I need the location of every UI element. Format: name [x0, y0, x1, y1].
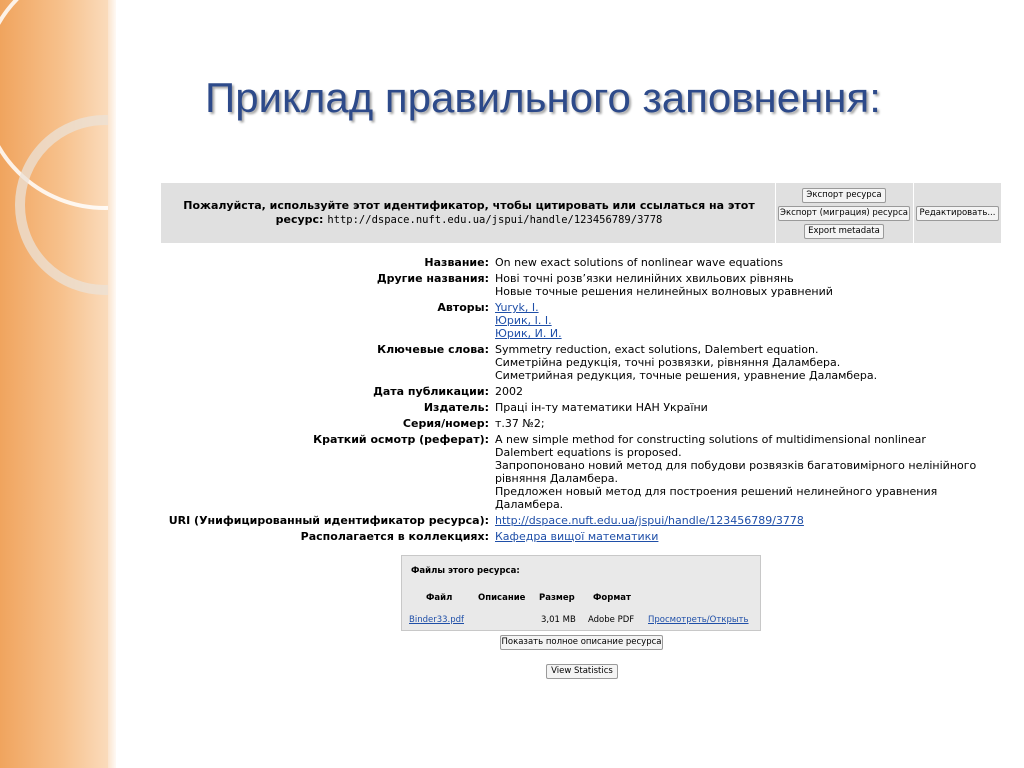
file-format: Adobe PDF [588, 615, 635, 625]
metadata-value [495, 301, 1006, 340]
value-line: Новые точные решения нелинейных волновых уравнений [495, 285, 833, 298]
format-column-header: Формат [593, 593, 631, 603]
metadata-value [495, 514, 1006, 527]
divider [775, 183, 776, 243]
value-line: рівняння Даламбера. [495, 472, 619, 485]
metadata-value [495, 256, 1006, 269]
value-line: Симетрийная редукция, точные решения, уравнение Даламбера. [495, 369, 878, 382]
metadata-row-authors [161, 301, 1006, 340]
value-line: Dalembert equations is proposed. [495, 446, 682, 459]
value-line: Симетрійна редукція, точні розвязки, рівняння Даламбера. [495, 356, 841, 369]
file-size: 3,01 MB [541, 615, 576, 625]
metadata-row-keywords [161, 343, 1006, 382]
value-line: 2002 [495, 385, 523, 398]
file-link[interactable]: Binder33.pdf [409, 615, 465, 625]
metadata-label: Серия/номер: [402, 417, 489, 430]
value-line: Symmetry reduction, exact solutions, Dalembert equation. [495, 343, 819, 356]
value-line: т.37 №2; [495, 417, 545, 430]
metadata-row-series [161, 417, 1006, 430]
metadata-label: URI (Унифицированный идентификатор ресурса): [168, 514, 489, 527]
citation-label: ресурс: [275, 213, 324, 226]
value-line: On new exact solutions of nonlinear wave equations [495, 256, 783, 269]
metadata-label: Название: [424, 256, 489, 269]
citation-panel [161, 183, 1001, 243]
metadata-label: Дата публикации: [373, 385, 489, 398]
metadata-row-other-titles [161, 272, 1006, 298]
metadata-label: Краткий осмотр (реферат): [313, 433, 489, 446]
value-line: A new simple method for constructing solutions of multidimensional nonlinear [495, 433, 926, 446]
metadata-row-uri [161, 514, 1006, 527]
view-open-link[interactable]: Просмотреть/Открыть [648, 615, 749, 625]
metadata-value [495, 385, 1006, 398]
export-resource-button[interactable]: Экспорт ресурса [802, 188, 886, 203]
slide-side-decoration [0, 0, 116, 768]
metadata-row-date [161, 385, 1006, 398]
metadata-value [495, 343, 1006, 382]
citation-line1: Пожалуйста, используйте этот идентификатор, чтобы цитировать или ссылаться на этот [183, 199, 755, 212]
metadata-row-title [161, 256, 1006, 269]
files-panel [401, 555, 761, 631]
metadata-label: Ключевые слова: [377, 343, 489, 356]
value-line: Запропоновано новий метод для побудови розвязків багатовимірного нелінійного [495, 459, 977, 472]
metadata-row-abstract [161, 433, 1006, 511]
show-full-description-button[interactable]: Показать полное описание ресурса [500, 635, 663, 650]
value-line: Нові точні розв’язки нелинійних хвильових рівнянь [495, 272, 794, 285]
view-statistics-button[interactable]: View Statistics [546, 664, 618, 679]
export-migration-button[interactable]: Экспорт (миграция) ресурса [778, 206, 910, 221]
files-title: Файлы этого ресурса: [411, 566, 520, 576]
metadata-label: Располагается в коллекциях: [300, 530, 489, 543]
description-column-header: Описание [478, 593, 526, 603]
citation-text [179, 199, 759, 227]
edit-button[interactable]: Редактировать... [916, 206, 999, 221]
value-line: Праці ін-ту математики НАН України [495, 401, 708, 414]
size-column-header: Размер [539, 593, 575, 603]
divider [913, 183, 914, 243]
side-edge [108, 0, 116, 768]
author-link[interactable]: Юрик, І. І. [495, 314, 552, 327]
export-metadata-button[interactable]: Export metadata [804, 224, 884, 239]
metadata-value [495, 530, 1006, 543]
slide-title: Приклад правильного заповнення: [205, 74, 881, 121]
metadata-row-collections [161, 530, 1006, 543]
metadata-label: Издатель: [423, 401, 489, 414]
metadata-label: Авторы: [437, 301, 489, 314]
citation-url[interactable]: http://dspace.nuft.edu.ua/jspui/handle/123456789/3778 [327, 214, 663, 226]
uri-link[interactable]: http://dspace.nuft.edu.ua/jspui/handle/123456789/3778 [495, 514, 804, 527]
metadata-row-publisher [161, 401, 1006, 414]
citation-line2 [179, 213, 759, 227]
author-link[interactable]: Юрик, И. И. [495, 327, 562, 340]
metadata-value [495, 417, 1006, 430]
metadata-table [161, 256, 1006, 546]
collection-link[interactable]: Кафедра вищої математики [495, 530, 659, 543]
value-line: Даламбера. [495, 498, 564, 511]
value-line: Предложен новый метод для построения решений нелинейного уравнения [495, 485, 938, 498]
author-link[interactable]: Yuryk, I. [495, 301, 539, 314]
metadata-value [495, 433, 1006, 511]
metadata-value [495, 401, 1006, 414]
file-column-header: Файл [426, 593, 453, 603]
metadata-label: Другие названия: [376, 272, 489, 285]
metadata-value [495, 272, 1006, 298]
